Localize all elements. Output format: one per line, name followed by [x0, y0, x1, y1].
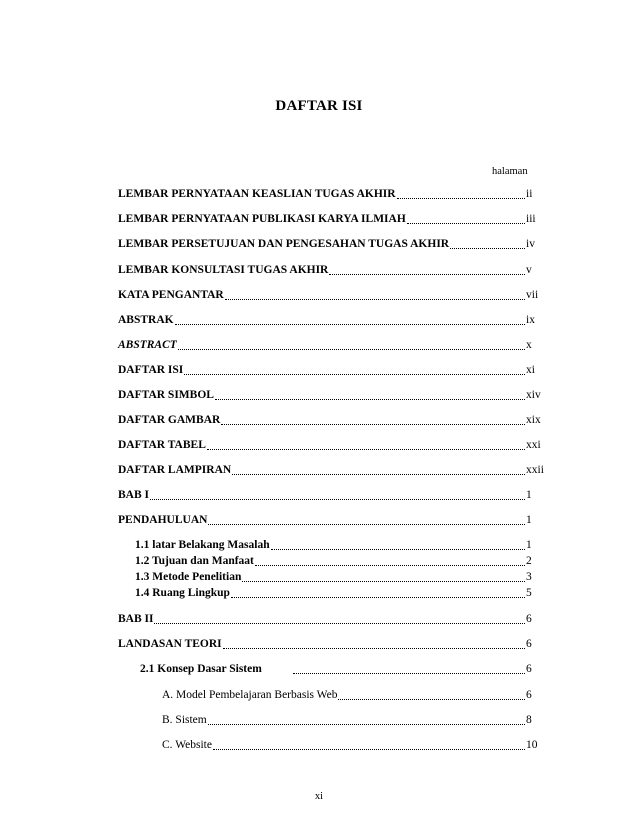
toc-entry: [118, 514, 540, 527]
toc-entry: [140, 663, 540, 676]
dot-leader: [175, 324, 525, 325]
dot-leader: [221, 424, 525, 425]
toc-entry: [162, 739, 544, 752]
toc-entry-label: LANDASAN TEORI: [118, 638, 222, 650]
toc-entry-page: 10: [526, 739, 538, 751]
toc-entry-page: xi: [526, 364, 535, 376]
toc-entry-page: 8: [526, 714, 532, 726]
toc-entry: [118, 439, 540, 452]
dot-leader: [338, 699, 525, 700]
toc-entry-label: KATA PENGANTAR: [118, 289, 224, 301]
dot-leader: [150, 499, 525, 500]
toc-entry-page: x: [526, 339, 532, 351]
toc-entry: [162, 689, 540, 702]
toc-entry: [118, 489, 540, 502]
toc-entry: [135, 571, 540, 584]
toc-entry-label: ABSTRACT: [118, 339, 177, 351]
toc-entry: [118, 238, 540, 251]
toc-entry-page: 6: [526, 663, 532, 675]
toc-entry-label: DAFTAR TABEL: [118, 439, 206, 451]
toc-entry-page: ii: [526, 188, 533, 200]
dot-leader: [215, 399, 525, 400]
toc-entry-page: 1: [526, 489, 532, 501]
toc-entry-page: ix: [526, 314, 535, 326]
dot-leader: [293, 673, 525, 674]
toc-entry-label: B. Sistem: [162, 714, 207, 726]
toc-entry: [118, 364, 540, 377]
dot-leader: [213, 749, 525, 750]
dot-leader: [231, 597, 525, 598]
toc-entry-label: 1.1 latar Belakang Masalah: [135, 539, 270, 551]
toc-entry-page: iv: [526, 238, 535, 250]
toc-entry: [162, 714, 540, 727]
dot-leader: [223, 648, 525, 649]
toc-entry-label: BAB II: [118, 613, 154, 625]
dot-leader: [450, 248, 525, 249]
toc-entry-page: iii: [526, 213, 536, 225]
toc-entry-page: 6: [526, 613, 532, 625]
toc-entry-page: xxi: [526, 439, 541, 451]
toc-entry-label: 1.4 Ruang Lingkup: [135, 587, 230, 599]
toc-entry-label: A. Model Pembelajaran Berbasis Web: [162, 689, 338, 701]
toc-entry: [118, 638, 540, 651]
dot-leader: [208, 724, 525, 725]
toc-entry: [118, 613, 540, 626]
toc-entry: [118, 339, 540, 352]
toc-entry-label: LEMBAR KONSULTASI TUGAS AKHIR: [118, 264, 329, 276]
toc-entry-label: ABSTRAK: [118, 314, 174, 326]
toc-entry-label: BAB I: [118, 489, 149, 501]
toc-entry-label: DAFTAR ISI: [118, 364, 184, 376]
toc-entry-page: 6: [526, 689, 532, 701]
halaman-label: halaman: [492, 166, 528, 177]
dot-leader: [207, 449, 525, 450]
toc-entry: [118, 314, 540, 327]
dot-leader: [154, 623, 525, 624]
dot-leader: [271, 549, 525, 550]
toc-entry: [118, 464, 548, 477]
toc-entry: [118, 188, 540, 201]
footer-page-number: xi: [314, 791, 324, 802]
dot-leader: [255, 565, 525, 566]
toc-entry: [135, 555, 540, 568]
toc-entry-label: 2.1 Konsep Dasar Sistem: [140, 663, 262, 675]
toc-entry: [135, 587, 540, 600]
toc-entry-page: xix: [526, 414, 541, 426]
toc-entry-page: xxii: [526, 464, 544, 476]
dot-leader: [329, 274, 525, 275]
toc-entry: [135, 539, 540, 552]
page-title: DAFTAR ISI: [275, 98, 363, 114]
toc-entry-page: v: [526, 264, 532, 276]
toc-entry-page: 5: [526, 587, 532, 599]
toc-entry-label: DAFTAR GAMBAR: [118, 414, 221, 426]
toc-entry-page: 6: [526, 638, 532, 650]
toc-entry-page: xiv: [526, 389, 541, 401]
dot-leader: [225, 299, 525, 300]
toc-entry-label: 1.3 Metode Penelitian: [135, 571, 242, 583]
toc-entry-page: 1: [526, 539, 532, 551]
toc-entry-label: PENDAHULUAN: [118, 514, 208, 526]
dot-leader: [232, 474, 525, 475]
toc-entry-page: vii: [526, 289, 539, 301]
toc-entry-label: C. Website: [162, 739, 212, 751]
toc-entry-page: 1: [526, 514, 532, 526]
toc-entry-label: LEMBAR PERNYATAAN KEASLIAN TUGAS AKHIR: [118, 188, 396, 200]
toc-entry-label: 1.2 Tujuan dan Manfaat: [135, 555, 254, 567]
toc-entry-label: LEMBAR PERSETUJUAN DAN PENGESAHAN TUGAS AKHIR: [118, 238, 450, 250]
toc-entry: [118, 414, 540, 427]
dot-leader: [242, 581, 525, 582]
toc-entry: [118, 213, 540, 226]
toc-entry-label: DAFTAR SIMBOL: [118, 389, 214, 401]
toc-entry-page: 2: [526, 555, 532, 567]
dot-leader: [178, 349, 525, 350]
toc-entry: [118, 264, 540, 277]
dot-leader: [208, 524, 525, 525]
toc-entry: [118, 389, 540, 402]
toc-entry: [118, 289, 540, 302]
dot-leader: [184, 374, 525, 375]
dot-leader: [397, 198, 525, 199]
toc-entry-label: DAFTAR LAMPIRAN: [118, 464, 232, 476]
toc-entry-label: LEMBAR PERNYATAAN PUBLIKASI KARYA ILMIAH: [118, 213, 406, 225]
dot-leader: [407, 223, 525, 224]
toc-entry-page: 3: [526, 571, 532, 583]
